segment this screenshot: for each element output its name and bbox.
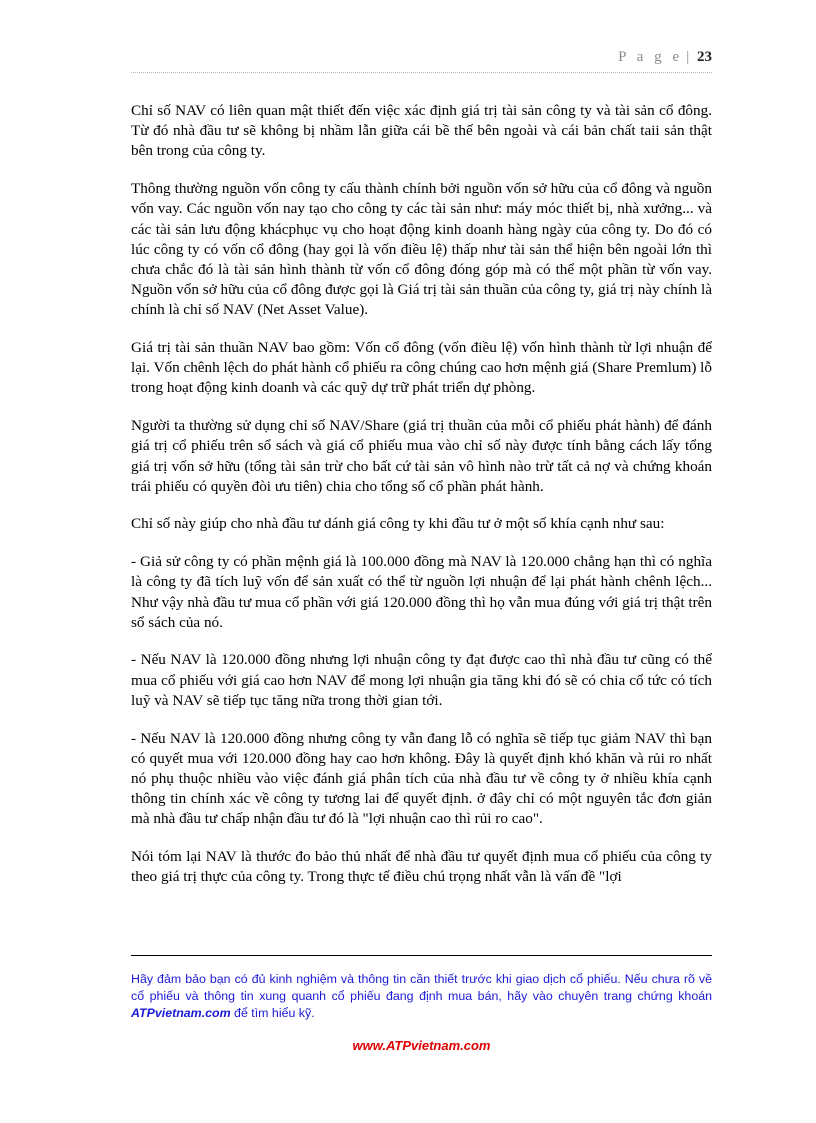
document-body [131,101,712,905]
paragraph-7: - Nếu NAV là 120.000 đồng nhưng lợi nhuận công ty đạt được cao thì nhà đầu tư cũng có thể mua cổ phiếu với giá cao hơn NAV để mong lợi nhuận gia tăng khi đó sẽ có chia cổ tức có tích luỹ và NAV sẽ tiếp tục tăng nữa trong thời gian tới. [131,651,712,709]
footer-divider [131,955,712,956]
page-separator: | [686,49,690,65]
paragraph-9: Nói tóm lại NAV là thước đo bảo thủ nhất để nhà đầu tư quyết định mua cổ phiếu của công ty theo giá trị thực của công ty. Trong thực tế điều chú trọng nhất vẫn là vấn đề "lợi [131,848,712,886]
page-number-block [618,48,712,66]
paragraph-6: - Giả sử công ty có phần mệnh giá là 100.000 đồng mà NAV là 120.000 chẳng hạn thì có nghĩa là công ty đã tích luỹ vốn để sản xuất có thể từ nguồn lợi nhuận để lại phát hành chênh lệch... Như vậy nhà đầu tư mua cổ phần với giá 120.000 đồng thì họ vẫn mua đúng với giá trị thật trên sổ sách của nó. [131,553,712,631]
footer-website-link[interactable]: www.ATPvietnam.com [352,1038,491,1053]
page-number: 23 [697,49,712,65]
paragraph-1: Chỉ số NAV có liên quan mật thiết đến việc xác định giá trị tài sản công ty và tài sản cổ đông. Từ đó nhà đầu tư sẽ không bị nhầm lẫn giữa cái bề thế bên ngoài và cái bản chất taii sản thật bên trong của công ty. [131,102,712,160]
page-label: P a g e [618,49,683,65]
paragraph-2: Thông thường nguồn vốn công ty cấu thành chính bởi nguồn vốn sở hữu của cổ đông và nguồn vốn vay. Các nguồn vốn nay tạo cho công ty các tài sản như: máy móc thiết bị, nhà xưởng... và các tài sản lưu động khácphục vụ cho hoạt động kinh doanh hàng ngày của công ty. Do đó có lúc công ty có vốn cổ đông (hay gọi là vốn điều lệ) thấp như tài sản thể hiện bên ngoài lớn thì chưa chắc đó là tài sản hình thành từ vốn cổ đông đóng góp mà có thể một phần từ vốn vay. Nguồn vốn sở hữu của cổ đông được gọi là Giá trị tài sản thuần của công ty, giá trị này chính là chính là chỉ số NAV (Net Asset Value). [131,180,712,319]
footer-note-text: Hãy đảm bảo bạn có đủ kinh nghiệm và thông tin cần thiết trước khi giao dịch cổ phiếu. Nếu chưa rõ về cổ phiếu và thông tin xung quanh cổ phiếu đang định mua bán, hãy vào chuyên trang chứng khoán [131,972,712,1003]
paragraph-5: Chỉ số này giúp cho nhà đầu tư dánh giá công ty khi đầu tư ở một số khía cạnh như sau: [131,515,665,533]
paragraph-4: Người ta thường sử dụng chỉ số NAV/Share (giá trị thuần của mỗi cổ phiếu phát hành) để đánh giá trị cổ phiếu trên sổ sách và giá cổ phiếu mua vào chỉ số này được tính bằng cách lấy tổng giá trị vốn sở hữu (tổng tài sản trừ cho bất cứ tài sản vô hình nào trừ tất cả nợ và chứng khoán trái phiếu có quyền đòi ưu tiên) chia cho tổng số cổ phần phát hành. [131,417,712,495]
paragraph-3: Giá trị tài sản thuần NAV bao gồm: Vốn cổ đông (vốn điều lệ) vốn hình thành từ lợi nhuận để lại. Vốn chênh lệch do phát hành cổ phiếu ra công chúng cao hơn mệnh giá (Share Premlum) lỗ trong hoạt động kinh doanh và các quỹ dự trữ phát triển dự phòng. [131,339,712,397]
footer-note-end: để tìm hiểu kỹ. [230,1006,315,1020]
footer-brand-link[interactable]: ATPvietnam.com [131,1006,231,1020]
paragraph-8: - Nếu NAV là 120.000 đồng nhưng công ty vẫn đang lỗ có nghĩa sẽ tiếp tục giảm NAV thì bạn có quyết mua với 120.000 đồng hay cao hơn không. Đây là quyết định khó khăn và rủi ro nhất nó phụ thuộc nhiều vào việc đánh giá phân tích của nhà đầu tư về công ty ở nhiều khía cạnh thông tin chính xác về công ty tương lai để quyết định. ở đây chỉ có một nguyên tắc đơn giản mà nhà đầu tư chấp nhận đầu tư đó là "lợi nhuận cao thì rủi ro cao". [131,729,712,828]
footer-note [131,971,712,1022]
page-header [131,48,712,73]
